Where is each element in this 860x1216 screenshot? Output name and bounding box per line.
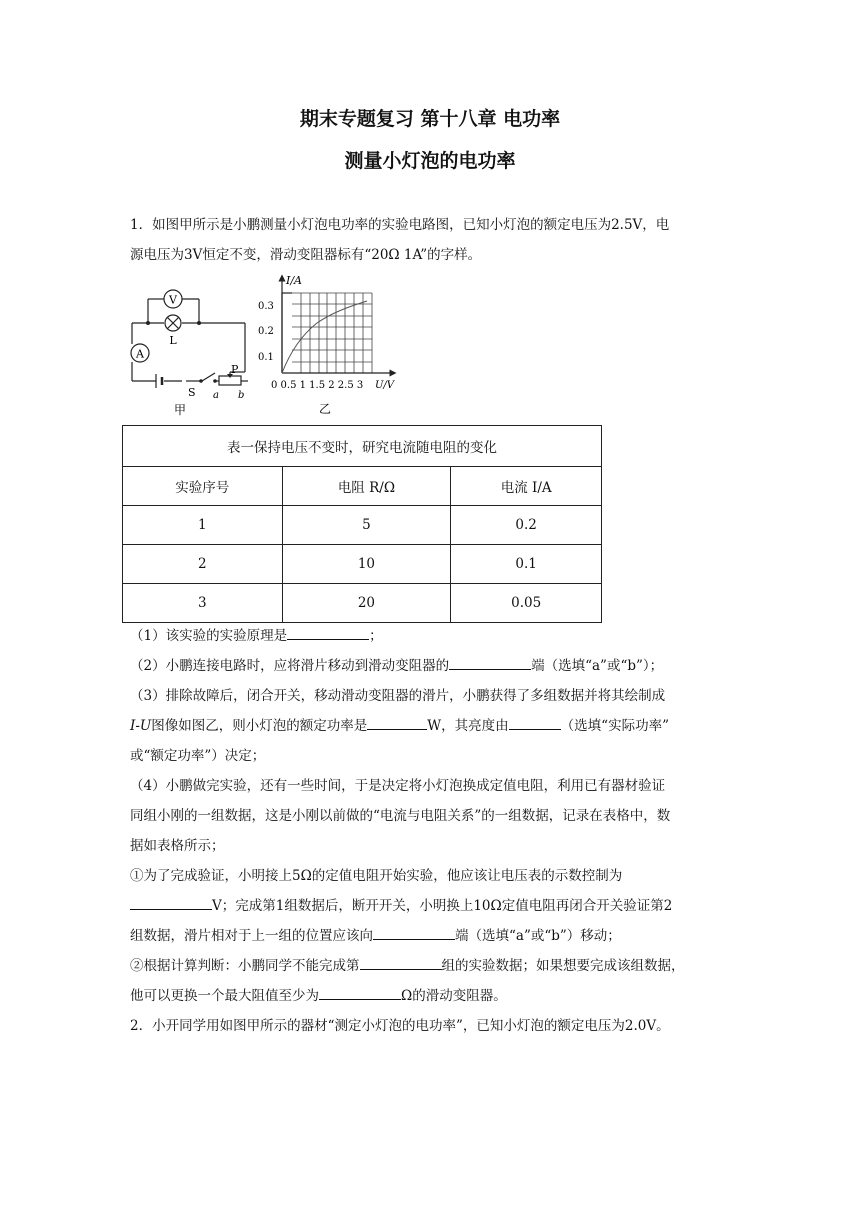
graph-ylabel: I/A	[286, 274, 302, 287]
graph-caption: 乙	[318, 402, 332, 416]
table-row	[123, 506, 602, 545]
q1-part1: （1）该实验的实验原理是 ；	[130, 621, 736, 651]
table-cell: 0.2	[451, 506, 602, 545]
slider-label: P	[231, 363, 239, 376]
table-cell: 0.05	[451, 584, 602, 623]
table-cell: 20	[282, 584, 451, 623]
table-row	[123, 545, 602, 584]
q1-part3-line1: （3）排除故障后，闭合开关，移动滑动变阻器的滑片，小鹏获得了多组数据并将其绘制成	[130, 688, 666, 704]
answer-blank[interactable]	[509, 715, 561, 730]
switch-label: S	[188, 386, 196, 399]
table-cell: 0.1	[451, 545, 602, 584]
iu-graph	[255, 270, 405, 420]
voltmeter-label: V	[169, 293, 177, 307]
ytick-label: 0.2	[258, 326, 274, 337]
end-b-label: b	[238, 390, 245, 401]
page-subtitle: 测量小灯泡的电功率	[344, 150, 516, 172]
answer-blank[interactable]	[130, 895, 212, 910]
table-header: 电阻 R/Ω	[282, 467, 451, 506]
table-row	[123, 584, 602, 623]
table-header: 电流 I/A	[451, 467, 602, 506]
table-caption: 表一保持电压不变时，研究电流随电阻的变化	[123, 426, 602, 467]
answer-blank[interactable]	[360, 955, 442, 970]
lamp-label: L	[169, 334, 177, 347]
q1-part6-line2: 他可以更换一个最大阻值至少为 Ω的滑动变阻器。	[130, 981, 736, 1011]
table-cell: 10	[282, 545, 451, 584]
circuit-caption: 甲	[173, 403, 187, 417]
graph-xlabel: U/V	[375, 380, 395, 391]
q1-part2: （2）小鹏连接电路时，应将滑片移动到滑动变阻器的 端（选填“a”或“b”）；	[130, 651, 736, 681]
q1-part6-line1: ②根据计算判断：小鹏同学不能完成第 组的实验数据；如果想要完成该组数据，	[130, 951, 736, 981]
q1-part5-line1: ①为了完成验证，小明接上5Ω的定值电阻开始实验，他应该让电压表的示数控制为	[130, 868, 623, 884]
q1-part3-line3: 或“额定功率”）决定；	[130, 748, 266, 764]
table-cell: 5	[282, 506, 451, 545]
circuit-diagram	[126, 282, 251, 417]
answer-blank[interactable]	[319, 985, 401, 1000]
ytick-label: 0.3	[258, 301, 274, 312]
q1-part5-line3: 组数据，滑片相对于上一组的位置应该向 端（选填“a”或“b”）移动；	[130, 921, 736, 951]
page-title: 期末专题复习 第十八章 电功率	[299, 108, 561, 130]
ammeter-label: A	[136, 347, 144, 361]
end-a-label: a	[213, 390, 219, 401]
answer-blank[interactable]	[287, 625, 369, 640]
ytick-label: 0.1	[258, 352, 274, 363]
answer-blank[interactable]	[373, 925, 455, 940]
q2-intro: 2．小开同学用如图甲所示的器材“测定小灯泡的电功率”，已知小灯泡的额定电压为2.0V。	[130, 1018, 670, 1034]
table-header: 实验序号	[123, 467, 283, 506]
q1-intro-line2: 源电压为3V恒定不变，滑动变阻器标有“20Ω 1A”的字样。	[130, 247, 482, 263]
q1-part3-line2: I-U图像如图乙，则小灯泡的额定功率是 W，其亮度由 （选填“实际功率”	[130, 711, 736, 741]
xtick-labels: 0 0.5 1 1.5 2 2.5 3	[271, 380, 364, 391]
data-table	[122, 425, 602, 623]
q1-part4-line2: 同组小刚的一组数据，这是小刚以前做的“电流与电阻关系”的一组数据，记录在表格中，数	[130, 808, 671, 824]
q1-part4-line1: （4）小鹏做完实验，还有一些时间，于是决定将小灯泡换成定值电阻，利用已有器材验证	[130, 778, 666, 794]
q1-part4-line3: 据如表格所示；	[130, 838, 225, 854]
answer-blank[interactable]	[449, 655, 531, 670]
table-cell: 1	[123, 506, 283, 545]
q1-part5-line2: V；完成第1组数据后，断开开关，小明换上10Ω定值电阻再闭合开关验证第2	[130, 891, 736, 921]
q1-intro-line1: 1．如图甲所示是小鹏测量小灯泡电功率的实验电路图，已知小灯泡的额定电压为2.5V，电	[130, 217, 670, 233]
table-cell: 3	[123, 584, 283, 623]
table-cell: 2	[123, 545, 283, 584]
answer-blank[interactable]	[367, 715, 427, 730]
